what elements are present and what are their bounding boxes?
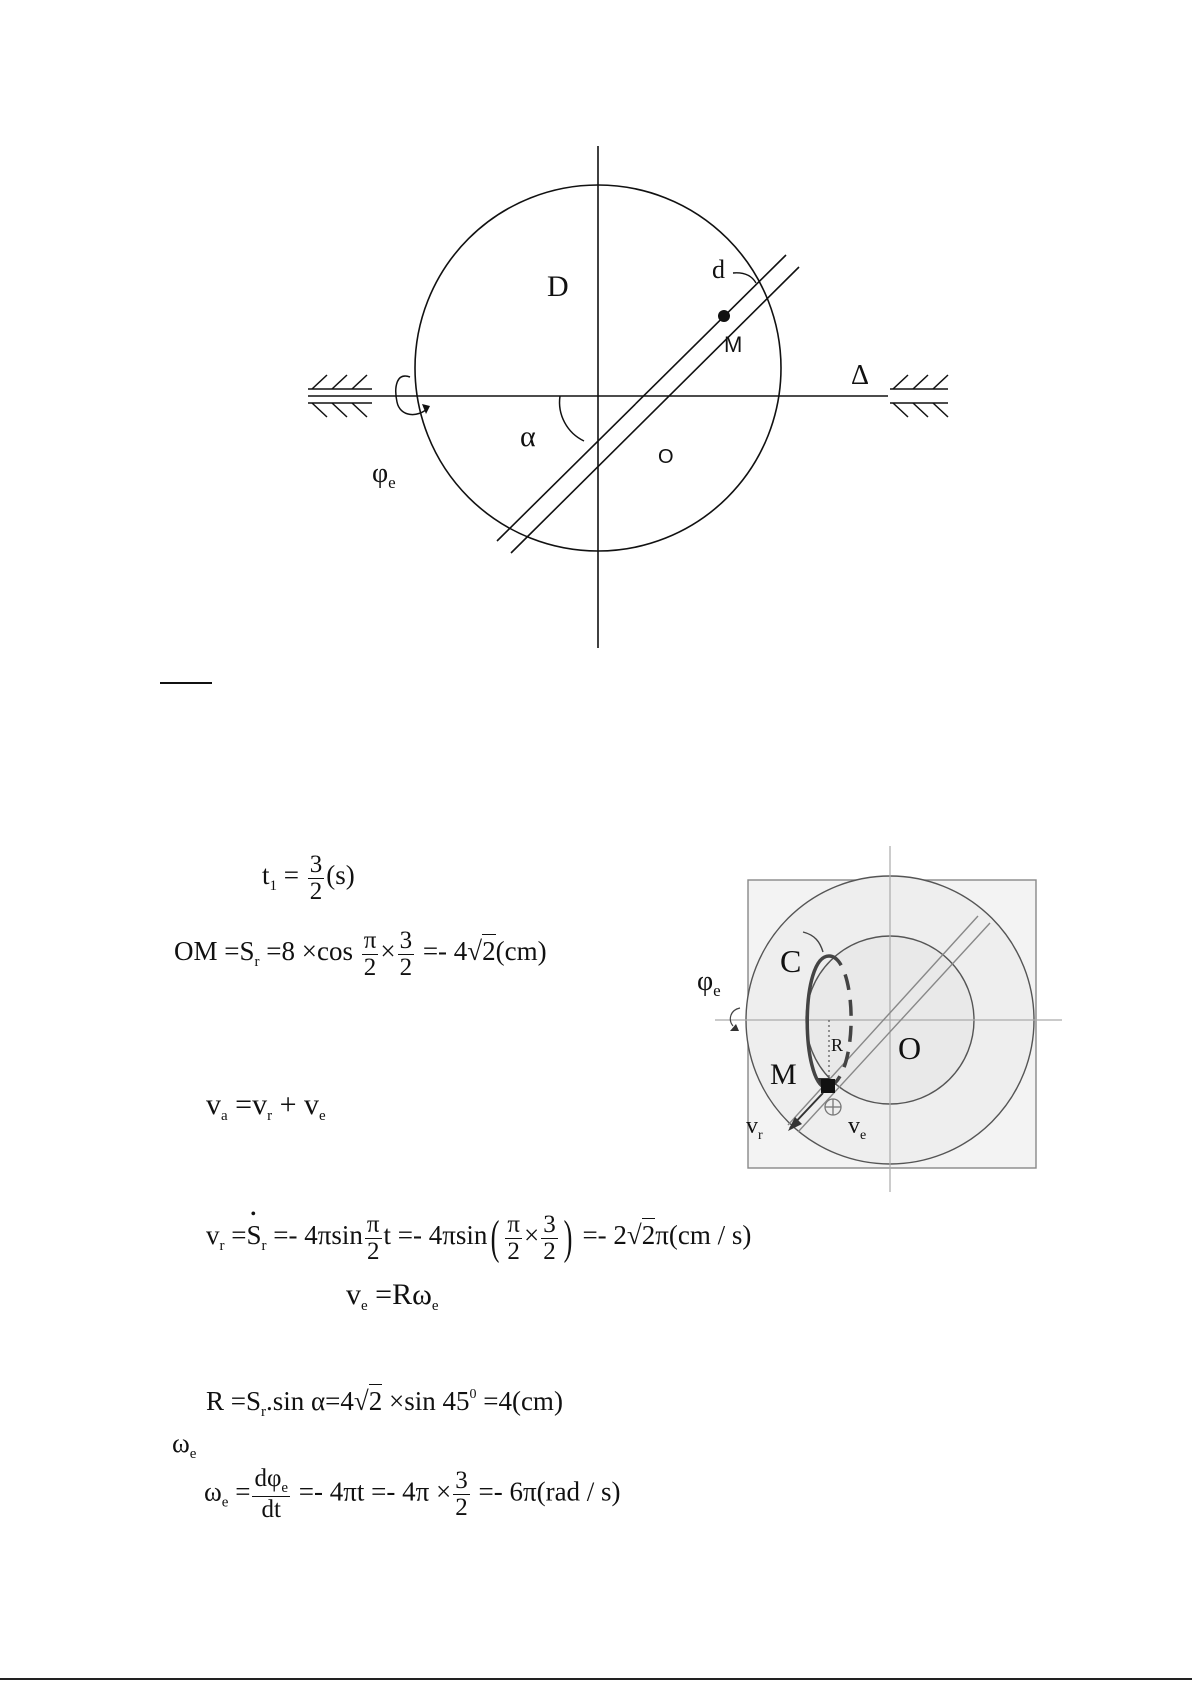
- eq-om: OM $=S_r =8 \times\cos$ $\frac{\pi}{2}$ × $\frac{3}{2}$ =- 4√2(cm): [174, 927, 547, 981]
- page-bottom-rule: [0, 1678, 1192, 1680]
- f2-label-m: M: [770, 1058, 797, 1091]
- label-m: M: [724, 332, 743, 357]
- eq-va: $v_a =v_r + v_e$: [206, 1088, 326, 1124]
- label-delta: Δ: [851, 360, 870, 391]
- eq-t1: $t_1$ = $\frac{3}{2}$ (s): [262, 851, 355, 905]
- f2-rotation-arrow: [730, 1008, 740, 1026]
- label-o: O: [658, 446, 674, 468]
- f2-label-phi-e: $\varphi_e$: [697, 966, 721, 1000]
- label-phi-e: $\varphi_e$: [372, 458, 396, 492]
- omega-label: $\omega_e$: [172, 1428, 197, 1462]
- eq-vr: $v_r$ =• $S_r =- 4\pi\sin$ $\frac{\pi}{2}$ t =- 4πsin( $\frac{\pi}{2}$ × $\frac{3}{2}$ ) =- 2√2π(cm / s): [206, 1212, 751, 1264]
- eq-r: $R =S_r.\sin$ α=4√2 ×sin $45^0 =4(cm)$: [206, 1386, 563, 1420]
- f2-label-ve: $v_e$: [848, 1113, 867, 1143]
- label-d-slot: d: [712, 255, 725, 284]
- f2-rotation-arrowhead: [730, 1024, 739, 1031]
- f2-label-o: O: [898, 1030, 922, 1066]
- f2-label-vr: $v_r$: [746, 1113, 763, 1143]
- point-m-square: [821, 1079, 835, 1093]
- eq-omega: $\omega_e$ = $\frac{d\varphi_e}{dt}$ =- 4πt =- 4π × $\frac{3}{2}$ =- 6π(rad / s): [204, 1465, 621, 1524]
- label-alpha: α: [520, 420, 536, 453]
- label-d-disk: D: [547, 270, 569, 303]
- f2-label-c: C: [780, 943, 802, 979]
- eq-ve: $v_e =R\omega_e$: [346, 1278, 439, 1314]
- f2-label-r: R: [831, 1035, 844, 1055]
